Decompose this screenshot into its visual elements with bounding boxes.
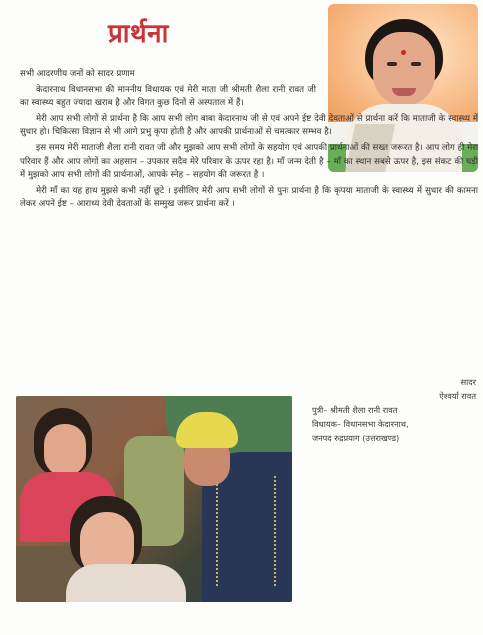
paragraph-2: मेरी आप सभी लोगों से प्रार्थना है कि आप सभी लोग बाबा केदारनाथ जी से एवं अपने ईष्ट देवी देवताओं से प्रार्थना करें कि माताजी के स्वास्थ्य में सुधार हो। चिकित्सा विज्ञान से भी आगे प्रभु कृपा होती है और आपकी प्रार्थनाओं से चमत्कार सम्भव है। xyxy=(20,113,478,138)
greeting: सभी आदरणीय जनों को सादर प्रणाम xyxy=(20,69,135,79)
body-text xyxy=(20,68,478,214)
signature-name: ऐश्वर्या रावत xyxy=(439,391,476,401)
signature-line-1: पुत्री– श्रीमती शैला रानी रावत xyxy=(312,405,398,415)
family-photo xyxy=(16,396,292,602)
paragraph-3: इस समय मेरी माताजी शैला रानी रावत जी और मुझको आप सभी लोगों के सहयोग एवं आपकी प्रार्थनाओं की सख्त जरूरत है। आप लोग ही मेरा परिवार हैं और आप लोगों का अहसान – उपकार सदैव मेरे परिवार के ऊपर रहा है। माँ जन्म देती है – माँ का स्थान सबसे ऊपर है, इस संकट की घड़ी में मुझको आप सभी लोगों की प्रार्थनाओं, आपके स्नेह – सहयोग की जरूरत है । xyxy=(20,142,478,181)
signature-line-2: विधायक– विधानसभा केदारनाथ, xyxy=(312,419,409,429)
page-title: प्रार्थना xyxy=(108,19,169,49)
signature-block xyxy=(300,375,476,445)
paragraph-1: केदारनाथ विधानसभा की माननीय विधायक एवं मेरी माता जी श्रीमती शैला रानी रावत जी का स्वास्थ्य बहुत ज्यादा खराब है और विगत कुछ दिनों से अस्पताल में हैं। xyxy=(20,84,316,109)
signature-closing: सादर xyxy=(460,377,476,387)
signature-line-3: जनपद रुद्रप्रयाग (उत्तराखण्ड) xyxy=(312,433,400,443)
paragraph-4: मेरी माँ का यह हाथ मुझसे कभी नहीं छूटे । इसीलिए मेरी आप सभी लोगों से पुनः प्रार्थना है कि कृपया माताजी के स्वास्थ्य में सुधार की कामना लेकर अपने ईष्ट – आराध्य देवी देवताओं के सम्मुख जरूर प्रार्थना करें । xyxy=(20,185,478,210)
